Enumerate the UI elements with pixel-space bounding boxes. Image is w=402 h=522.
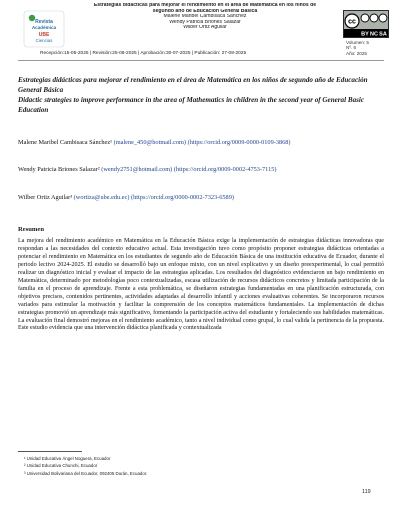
volume: Volumen: 5 xyxy=(346,40,369,45)
author-orcid[interactable]: (https://orcid.org/0009-0000-0109-3868) xyxy=(187,139,291,146)
running-header xyxy=(80,3,330,31)
header-author: Wilber Ortiz Aguilar xyxy=(183,25,227,31)
issue-number: Nº. 6 xyxy=(346,45,357,51)
header-author: Malene Maribel Cambisaca Sánchez xyxy=(163,14,247,20)
title-spanish: Estrategias didácticas para mejorar el rendimiento en el área de Matemática en los niños de segundo año de Educación General Básica xyxy=(18,76,368,94)
logo-line: Académica xyxy=(31,25,57,30)
abstract-heading: Resumen xyxy=(18,226,45,233)
abstract-body: La mejora del rendimiento académico en Matemática en la Educación Básica exige la implementación de estrategias didácticas innovadoras que respondan a las necesidades del contexto educativo actual. Esta investigación tuvo como propósito proponer estrategias didácticas orientadas a potenciar el rendimiento en Matemática en los estudiantes de segundo año de Educación Básica de una institución educativa de Ecuador, durante el periodo lectivo 2024-2025. El estudio se desarrolló bajo un enfoque mixto, con un nivel explicativo y un diseño preexperimental, lo cual permitió realizar un diagnóstico inicial y evaluar el impacto de las estrategias aplicadas. Los resultados del diagnóstico evidenciaron un bajo rendimiento en Matemática, determinado por metodologías poco contextualizadas, escasa utilización de recursos didácticos concretos y limitada participación de la familia en el proceso de aprendizaje. Frente a esta problemática, se diseñaron estrategias fundamentadas en una planificación estructurada, con objetivos precisos, contenidos pertinentes, actividades adaptadas al desarrollo infantil y acciones evaluativas coherentes. Se incorporaron recursos variados para estimular la motivación y facilitar la comprensión de los conceptos matemáticos fundamentales. La implementación de dichas estrategias promovió un aprendizaje más significativo, fomentando la participación activa del estudiante y fortaleciendo sus habilidades matemáticas. La evaluación final demostró mejoras en el rendimiento académico, tanto a nivel individual como grupal, lo cual valida la pertinencia de la propuesta. Este estudio evidencia que una intervención didáctica planificada y contextualizada xyxy=(18,238,384,332)
header-title-line: segundo año de Educación General Básica xyxy=(152,8,258,14)
cc-license-badge[interactable] xyxy=(343,10,389,38)
logo-line: Revista xyxy=(35,19,53,25)
journal-logo xyxy=(22,10,66,48)
publication-dates: Recepción:15-05-2025 | Revisión:25-06-2025 | Aprobación:30-07-2025 | Publicación: 27-08-2025 xyxy=(40,51,247,56)
author-orcid[interactable]: (https://orcid.org/0009-0002-4753-7115) xyxy=(173,166,277,173)
logo-line: UBE xyxy=(38,32,50,38)
svg-text:SA: SA xyxy=(379,31,387,38)
author-entry xyxy=(18,139,384,148)
author-orcid[interactable]: (https://orcid.org/0000-0002-7323-6589) xyxy=(131,194,234,201)
header-divider xyxy=(18,60,384,61)
footnote: ¹ Unidad Educativa Ángel Noguera, Ecuador xyxy=(24,456,111,461)
svg-text:BY: BY xyxy=(361,31,369,38)
nc-icon xyxy=(370,14,378,22)
sa-icon xyxy=(379,14,387,22)
author-email[interactable]: (wortiza@ube.edu.ec) xyxy=(73,194,130,201)
journal-meta xyxy=(346,40,390,56)
author-name: Wilber Ortiz Aguilar³ xyxy=(18,194,73,201)
article-titles xyxy=(18,76,384,115)
header-title-line: Estrategias didácticas para mejorar el rendimiento en el área de Matemática en los niños de xyxy=(93,3,317,8)
svg-text:cc: cc xyxy=(348,18,356,26)
author-name: Malene Maribel Cambisaca Sánchez¹ xyxy=(18,139,113,146)
page-number: 119 xyxy=(362,489,371,495)
author-entry xyxy=(18,194,384,203)
footnote-divider xyxy=(18,451,82,452)
logo-line: Ciencias xyxy=(35,38,53,43)
title-english: Didactic strategies to improve performance in the area of Mathematics in children in the second year of General Basic Education xyxy=(18,95,364,114)
by-icon xyxy=(361,14,369,22)
author-email[interactable]: (wendy2751@hotmail.com) xyxy=(101,166,173,173)
author-name: Wendy Patricia Briones Salazar² xyxy=(18,166,100,173)
author-entry xyxy=(18,166,384,175)
footnote: ³ Universidad Bolivariana del Ecuador, 092405 Durán, Ecuador. xyxy=(24,470,148,476)
header-author: Wendy Patricia Briones Salazar xyxy=(169,19,241,25)
year: Año: 2025 xyxy=(346,50,367,56)
svg-text:NC: NC xyxy=(370,31,378,38)
author-email[interactable]: (malene_450@hotmail.com) xyxy=(113,139,187,146)
footnote: ² Unidad Educativa Chunchi, Ecuador xyxy=(24,463,98,469)
footnotes xyxy=(24,455,324,477)
